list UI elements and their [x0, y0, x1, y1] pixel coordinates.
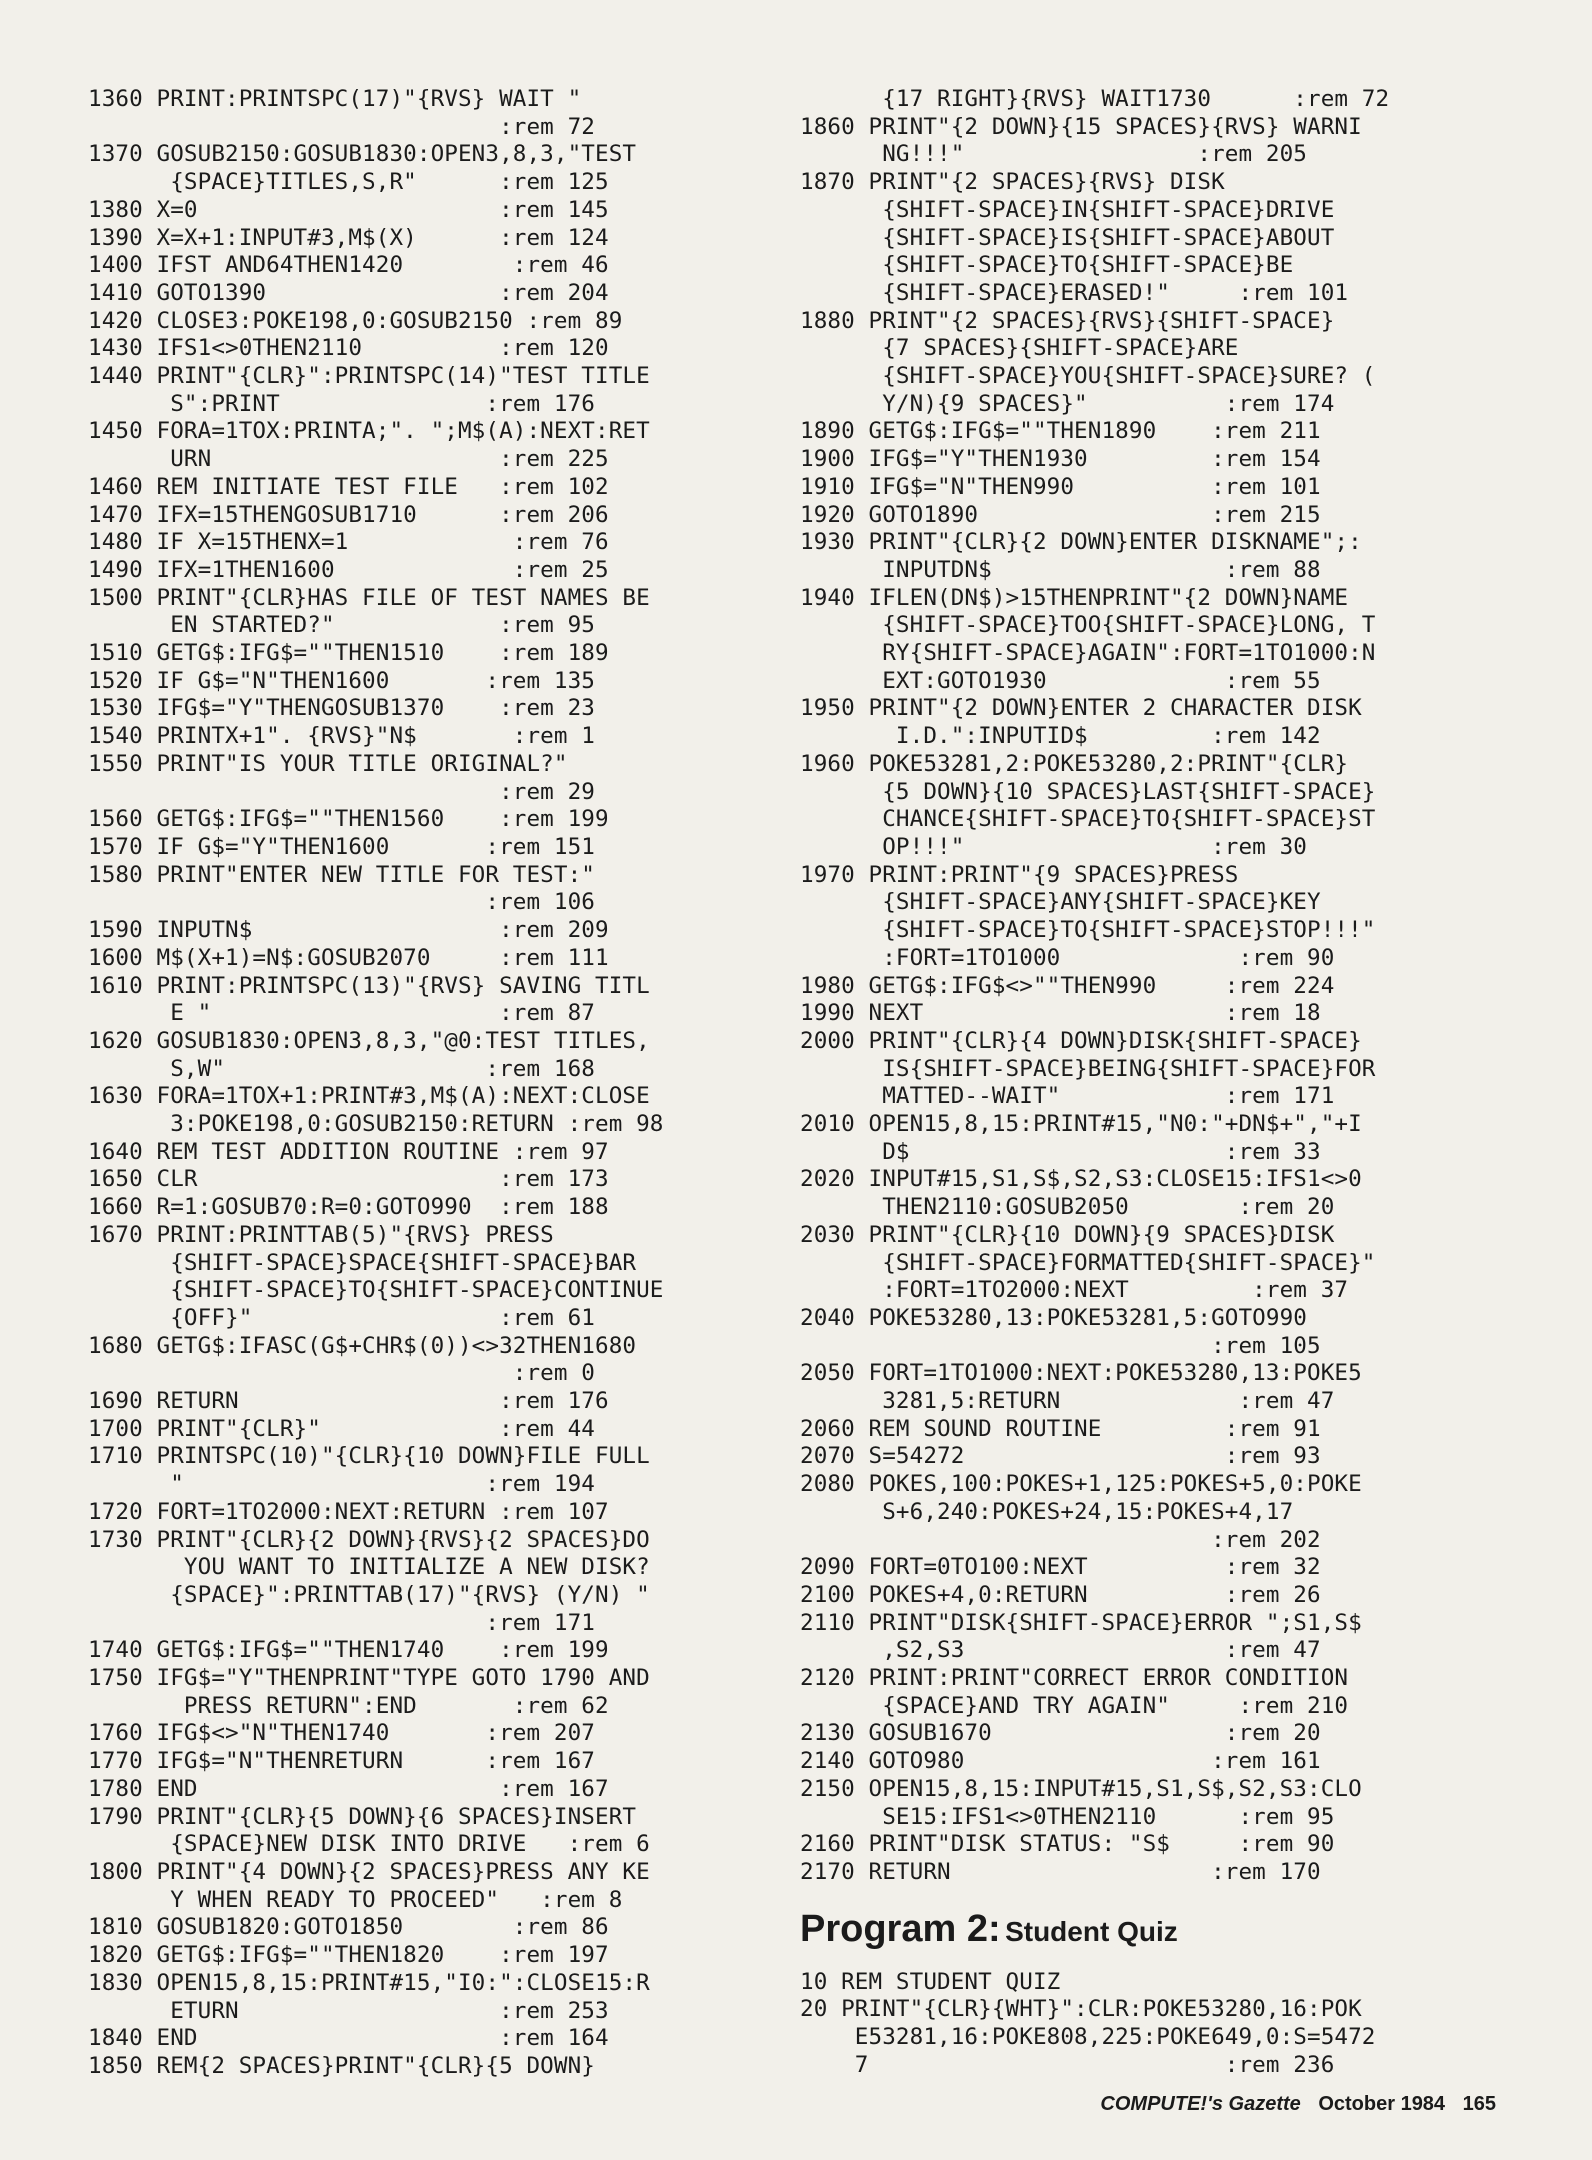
- code-line: 1690 RETURN :rem 176: [88, 1388, 609, 1415]
- code-line: Y/N){9 SPACES}" :rem 174: [800, 390, 1335, 417]
- code-line: :rem 171: [88, 1609, 595, 1636]
- code-line: {SPACE}NEW DISK INTO DRIVE :rem 6: [88, 1831, 650, 1858]
- code-line: :FORT=1TO1000 :rem 90: [800, 944, 1335, 971]
- code-line: 2020 INPUT#15,S1,S$,S2,S3:CLOSE15:IFS1<>0: [800, 1166, 1362, 1193]
- code-line: {SPACE}":PRINTTAB(17)"{RVS} (Y/N) ": [88, 1581, 650, 1608]
- code-line: 1510 GETG$:IFG$=""THEN1510 :rem 189: [88, 640, 609, 667]
- code-line: :rem 0: [88, 1360, 595, 1387]
- code-line: 2090 FORT=0TO100:NEXT :rem 32: [800, 1554, 1321, 1581]
- code-line: 1990 NEXT :rem 18: [800, 1000, 1321, 1027]
- code-line: {SHIFT-SPACE}TO{SHIFT-SPACE}STOP!!!": [800, 917, 1376, 944]
- code-line: URN :rem 225: [88, 446, 609, 473]
- code-line: :rem 105: [800, 1332, 1321, 1359]
- code-line: {7 SPACES}{SHIFT-SPACE}ARE: [800, 335, 1239, 362]
- code-line: IS{SHIFT-SPACE}BEING{SHIFT-SPACE}FOR: [800, 1055, 1376, 1082]
- code-line: :rem 72: [88, 113, 595, 140]
- code-line: 2110 PRINT"DISK{SHIFT-SPACE}ERROR ";S1,S$: [800, 1609, 1362, 1636]
- code-line: 1560 GETG$:IFG$=""THEN1560 :rem 199: [88, 806, 609, 833]
- code-line: {SHIFT-SPACE}TO{SHIFT-SPACE}BE: [800, 252, 1294, 279]
- code-line: 1480 IF X=15THENX=1 :rem 76: [88, 529, 609, 556]
- code-line: {SHIFT-SPACE}SPACE{SHIFT-SPACE}BAR: [88, 1249, 637, 1276]
- code-line: :FORT=1TO2000:NEXT :rem 37: [800, 1277, 1349, 1304]
- code-line: 1960 POKE53281,2:POKE53280,2:PRINT"{CLR}: [800, 750, 1349, 777]
- footer-page-number: 165: [1462, 2093, 1496, 2115]
- code-line: 1890 GETG$:IFG$=""THEN1890 :rem 211: [800, 418, 1321, 445]
- code-line: 1400 IFST AND64THEN1420 :rem 46: [88, 252, 609, 279]
- code-line: 1380 X=0 :rem 145: [88, 196, 609, 223]
- code-line: 1430 IFS1<>0THEN2110 :rem 120: [88, 335, 609, 362]
- code-line: 2070 S=54272 :rem 93: [800, 1443, 1321, 1470]
- code-line: 2060 REM SOUND ROUTINE :rem 91: [800, 1415, 1321, 1442]
- code-line: 1610 PRINT:PRINTSPC(13)"{RVS} SAVING TITL: [88, 972, 650, 999]
- code-line: YOU WANT TO INITIALIZE A NEW DISK?: [88, 1554, 650, 1581]
- code-line: CHANCE{SHIFT-SPACE}TO{SHIFT-SPACE}ST: [800, 806, 1376, 833]
- code-line: 2130 GOSUB1670 :rem 20: [800, 1720, 1321, 1747]
- code-line: 1460 REM INITIATE TEST FILE :rem 102: [88, 473, 609, 500]
- code-line: {SHIFT-SPACE}YOU{SHIFT-SPACE}SURE? (: [800, 363, 1376, 390]
- code-line: {SHIFT-SPACE}IN{SHIFT-SPACE}DRIVE: [800, 196, 1335, 223]
- code-line: INPUTDN$ :rem 88: [800, 556, 1321, 583]
- code-line: 1770 IFG$="N"THENRETURN :rem 167: [88, 1748, 595, 1775]
- page-footer: [1088, 2093, 1496, 2116]
- code-line: 7 :rem 236: [800, 2051, 1335, 2078]
- code-line: 2160 PRINT"DISK STATUS: "S$ :rem 90: [800, 1831, 1335, 1858]
- code-line: {OFF}" :rem 61: [88, 1304, 595, 1331]
- code-line: E53281,16:POKE808,225:POKE649,0:S=5472: [800, 2024, 1376, 2051]
- code-line: 2120 PRINT:PRINT"CORRECT ERROR CONDITION: [800, 1665, 1349, 1692]
- code-line: D$ :rem 33: [800, 1138, 1321, 1165]
- code-line: 1630 FORA=1TOX+1:PRINT#3,M$(A):NEXT:CLOSE: [88, 1083, 650, 1110]
- code-line: I.D.":INPUTID$ :rem 142: [800, 723, 1321, 750]
- code-line: 1500 PRINT"{CLR}HAS FILE OF TEST NAMES BE: [88, 584, 650, 611]
- code-line: 1750 IFG$="Y"THENPRINT"TYPE GOTO 1790 AND: [88, 1665, 650, 1692]
- code-line: 2040 POKE53280,13:POKE53281,5:GOTO990: [800, 1304, 1307, 1331]
- code-line: 1650 CLR :rem 173: [88, 1166, 609, 1193]
- code-line: 1850 REM{2 SPACES}PRINT"{CLR}{5 DOWN}: [88, 2052, 595, 2079]
- code-line: 1980 GETG$:IFG$<>""THEN990 :rem 224: [800, 972, 1335, 999]
- code-line: 1450 FORA=1TOX:PRINTA;". ";M$(A):NEXT:RET: [88, 418, 650, 445]
- code-line: 2050 FORT=1TO1000:NEXT:POKE53280,13:POKE5: [800, 1360, 1362, 1387]
- code-line: 1810 GOSUB1820:GOTO1850 :rem 86: [88, 1914, 609, 1941]
- code-line: {5 DOWN}{10 SPACES}LAST{SHIFT-SPACE}: [800, 778, 1376, 805]
- code-line: :rem 29: [88, 778, 595, 805]
- code-line: 1590 INPUTN$ :rem 209: [88, 917, 609, 944]
- code-line: RY{SHIFT-SPACE}AGAIN":FORT=1TO1000:N: [800, 640, 1376, 667]
- code-line: SE15:IFS1<>0THEN2110 :rem 95: [800, 1803, 1335, 1830]
- code-line: 1940 IFLEN(DN$)>15THENPRINT"{2 DOWN}NAME: [800, 584, 1349, 611]
- code-line: MATTED--WAIT" :rem 171: [800, 1083, 1335, 1110]
- code-line: 1880 PRINT"{2 SPACES}{RVS}{SHIFT-SPACE}: [800, 307, 1335, 334]
- code-line: E " :rem 87: [88, 1000, 595, 1027]
- code-line: 1440 PRINT"{CLR}":PRINTSPC(14)"TEST TITLE: [88, 363, 650, 390]
- footer-issue: October 1984: [1318, 2093, 1446, 2115]
- code-line: 3:POKE198,0:GOSUB2150:RETURN :rem 98: [88, 1111, 664, 1138]
- footer-publication: COMPUTE!'s Gazette: [1100, 2093, 1301, 2115]
- code-line: 1390 X=X+1:INPUT#3,M$(X) :rem 124: [88, 224, 609, 251]
- code-line: {SHIFT-SPACE}FORMATTED{SHIFT-SPACE}": [800, 1249, 1376, 1276]
- code-line: 1910 IFG$="N"THEN990 :rem 101: [800, 473, 1321, 500]
- code-line: 1710 PRINTSPC(10)"{CLR}{10 DOWN}FILE FULL: [88, 1443, 650, 1470]
- code-line: 1800 PRINT"{4 DOWN}{2 SPACES}PRESS ANY KE: [88, 1859, 650, 1885]
- code-line: {SHIFT-SPACE}ANY{SHIFT-SPACE}KEY: [800, 889, 1321, 916]
- code-line: 1700 PRINT"{CLR}" :rem 44: [88, 1415, 595, 1442]
- code-line: 1620 GOSUB1830:OPEN3,8,3,"@0:TEST TITLES,: [88, 1027, 650, 1054]
- code-line: 10 REM STUDENT QUIZ: [800, 1968, 1061, 1995]
- code-line: 1370 GOSUB2150:GOSUB1830:OPEN3,8,3,"TEST: [88, 141, 637, 168]
- code-line: {17 RIGHT}{RVS} WAIT1730 :rem 72: [800, 86, 1390, 112]
- code-line: 1420 CLOSE3:POKE198,0:GOSUB2150 :rem 89: [88, 307, 623, 334]
- code-line: :rem 106: [88, 889, 595, 916]
- code-line: 1860 PRINT"{2 DOWN}{15 SPACES}{RVS} WARNI: [800, 113, 1362, 140]
- code-line: THEN2110:GOSUB2050 :rem 20: [800, 1194, 1335, 1221]
- code-line: 1930 PRINT"{CLR}{2 DOWN}ENTER DISKNAME";:: [800, 529, 1362, 556]
- right-listing-lines: [800, 86, 1486, 1887]
- program2-heading: [800, 1907, 1486, 1959]
- code-line: 1540 PRINTX+1". {RVS}"N$ :rem 1: [88, 723, 595, 750]
- code-line: 2030 PRINT"{CLR}{10 DOWN}{9 SPACES}DISK: [800, 1221, 1335, 1248]
- code-line: {SHIFT-SPACE}ERASED!" :rem 101: [800, 279, 1349, 306]
- code-line: 1820 GETG$:IFG$=""THEN1820 :rem 197: [88, 1942, 609, 1969]
- code-line: 1870 PRINT"{2 SPACES}{RVS} DISK: [800, 169, 1225, 196]
- code-line: 1730 PRINT"{CLR}{2 DOWN}{RVS}{2 SPACES}DO: [88, 1526, 650, 1553]
- code-line: 1680 GETG$:IFASC(G$+CHR$(0))<>32THEN1680: [88, 1332, 637, 1359]
- right-listing-column: [800, 86, 1486, 2080]
- code-line: 1520 IF G$="N"THEN1600 :rem 135: [88, 667, 595, 694]
- code-line: S+6,240:POKES+24,15:POKES+4,17: [800, 1498, 1294, 1525]
- code-line: ETURN :rem 253: [88, 1997, 609, 2024]
- code-line: 1490 IFX=1THEN1600 :rem 25: [88, 556, 609, 583]
- code-line: Y WHEN READY TO PROCEED" :rem 8: [88, 1886, 623, 1913]
- code-line: 1660 R=1:GOSUB70:R=0:GOTO990 :rem 188: [88, 1194, 609, 1221]
- code-line: 20 PRINT"{CLR}{WHT}":CLR:POKE53280,16:POK: [800, 1996, 1362, 2023]
- code-line: 2000 PRINT"{CLR}{4 DOWN}DISK{SHIFT-SPACE}: [800, 1027, 1362, 1054]
- code-line: 2170 RETURN :rem 170: [800, 1859, 1321, 1885]
- code-line: 1920 GOTO1890 :rem 215: [800, 501, 1321, 528]
- program2-listing-lines: [800, 1969, 1486, 2080]
- code-line: {SPACE}TITLES,S,R" :rem 125: [88, 169, 609, 196]
- code-line: 1600 M$(X+1)=N$:GOSUB2070 :rem 111: [88, 944, 609, 971]
- code-line: 1830 OPEN15,8,15:PRINT#15,"I0:":CLOSE15:R: [88, 1969, 650, 1996]
- code-line: {SHIFT-SPACE}IS{SHIFT-SPACE}ABOUT: [800, 224, 1335, 251]
- code-line: " :rem 194: [88, 1471, 595, 1498]
- code-line: 1360 PRINT:PRINTSPC(17)"{RVS} WAIT ": [88, 86, 582, 112]
- code-line: 1410 GOTO1390 :rem 204: [88, 279, 609, 306]
- code-line: 1970 PRINT:PRINT"{9 SPACES}PRESS: [800, 861, 1239, 888]
- code-line: 1780 END :rem 167: [88, 1775, 609, 1802]
- code-line: S":PRINT :rem 176: [88, 390, 595, 417]
- code-line: 1670 PRINT:PRINTTAB(5)"{RVS} PRESS: [88, 1221, 554, 1248]
- code-line: 2140 GOTO980 :rem 161: [800, 1748, 1321, 1775]
- code-line: EN STARTED?" :rem 95: [88, 612, 595, 639]
- code-line: 1720 FORT=1TO2000:NEXT:RETURN :rem 107: [88, 1498, 609, 1525]
- program2-heading-title: Student Quiz: [1005, 1915, 1178, 1947]
- code-line: {SPACE}AND TRY AGAIN" :rem 210: [800, 1692, 1349, 1719]
- code-line: 3281,5:RETURN :rem 47: [800, 1388, 1335, 1415]
- code-line: PRESS RETURN":END :rem 62: [88, 1692, 609, 1719]
- code-line: {SHIFT-SPACE}TO{SHIFT-SPACE}CONTINUE: [88, 1277, 664, 1304]
- code-line: 1790 PRINT"{CLR}{5 DOWN}{6 SPACES}INSERT: [88, 1803, 637, 1830]
- code-line: :rem 202: [800, 1526, 1321, 1553]
- code-line: 1550 PRINT"IS YOUR TITLE ORIGINAL?": [88, 750, 568, 777]
- code-line: 1640 REM TEST ADDITION ROUTINE :rem 97: [88, 1138, 609, 1165]
- code-line: {SHIFT-SPACE}TOO{SHIFT-SPACE}LONG, T: [800, 612, 1376, 639]
- left-listing-column: [88, 86, 764, 2081]
- code-line: 1760 IFG$<>"N"THEN1740 :rem 207: [88, 1720, 595, 1747]
- code-line: 1580 PRINT"ENTER NEW TITLE FOR TEST:": [88, 861, 595, 888]
- code-line: 1740 GETG$:IFG$=""THEN1740 :rem 199: [88, 1637, 609, 1664]
- code-line: 1900 IFG$="Y"THEN1930 :rem 154: [800, 446, 1321, 473]
- code-line: 1840 END :rem 164: [88, 2025, 609, 2052]
- code-line: 2010 OPEN15,8,15:PRINT#15,"N0:"+DN$+","+I: [800, 1111, 1362, 1138]
- code-line: 2080 POKES,100:POKES+1,125:POKES+5,0:POKE: [800, 1471, 1362, 1498]
- code-line: 1570 IF G$="Y"THEN1600 :rem 151: [88, 833, 595, 860]
- code-line: 1470 IFX=15THENGOSUB1710 :rem 206: [88, 501, 609, 528]
- code-line: OP!!!" :rem 30: [800, 833, 1307, 860]
- code-line: 2150 OPEN15,8,15:INPUT#15,S1,S$,S2,S3:CLO: [800, 1775, 1362, 1802]
- code-line: 1950 PRINT"{2 DOWN}ENTER 2 CHARACTER DISK: [800, 695, 1362, 722]
- code-line: S,W" :rem 168: [88, 1055, 595, 1082]
- code-line: 1530 IFG$="Y"THENGOSUB1370 :rem 23: [88, 695, 595, 722]
- code-line: 2100 POKES+4,0:RETURN :rem 26: [800, 1581, 1321, 1608]
- program2-heading-number: Program 2:: [800, 1907, 1001, 1950]
- code-line: ,S2,S3 :rem 47: [800, 1637, 1321, 1664]
- code-line: NG!!!" :rem 205: [800, 141, 1307, 168]
- code-line: EXT:GOTO1930 :rem 55: [800, 667, 1321, 694]
